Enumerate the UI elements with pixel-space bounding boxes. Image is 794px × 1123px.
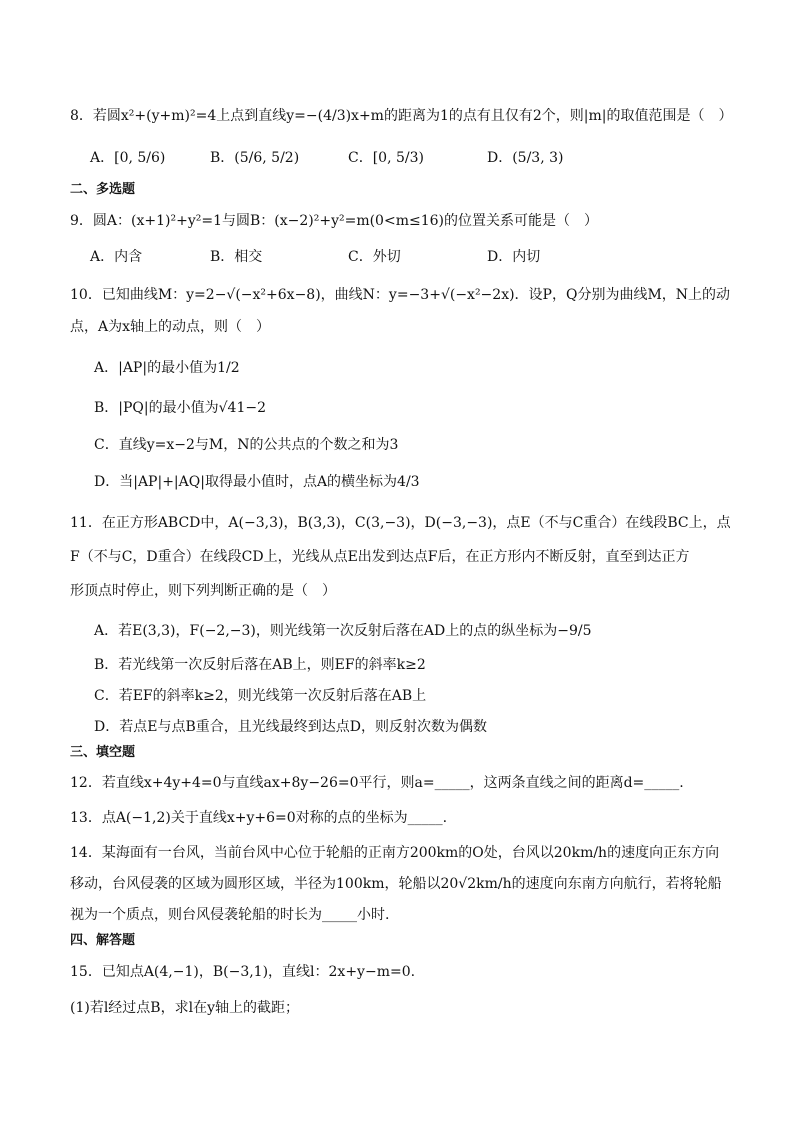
q8-stem: 8．若圆x²+(y+m)²=4上点到直线y=−(4/3)x+m的距离为1的点有且仅有2个，则|m|的取值范围是（ ） (70, 108, 733, 124)
q11-option-c: C．若EF的斜率k≥2，则光线第一次反射后落在AB上 (94, 688, 427, 704)
q8-option-d: D．(5/3, 3) (487, 150, 564, 166)
q8-option-b: B．(5/6, 5/2) (210, 150, 300, 166)
q9-option-b: B．相交 (210, 249, 263, 265)
q14-stem-line1: 14．某海面有一台风，当前台风中心位于轮船的正南方200km的O处，台风以20km/h的速度向正东方向 (70, 845, 720, 861)
q9-stem: 9．圆A：(x+1)²+y²=1与圆B：(x−2)²+y²=m(0<m≤16)的位置关系可能是（ ） (70, 213, 598, 229)
q9-option-d: D．内切 (487, 249, 541, 265)
q14-stem-line2: 移动，台风侵袭的区域为圆形区域，半径为100km，轮船以20√2km/h的速度向东南方向航行，若将轮船 (70, 876, 722, 892)
q9-option-c: C．外切 (348, 249, 401, 265)
q11-stem-line3: 形顶点时停止，则下列判断正确的是（ ） (70, 583, 336, 599)
q10-stem-line2: 点，A为x轴上的动点，则（ ） (70, 319, 271, 335)
q10-option-a: A．|AP|的最小值为1/2 (94, 360, 240, 376)
section-heading-fill-in: 三、填空题 (70, 745, 136, 760)
q14-stem-line3: 视为一个质点，则台风侵袭轮船的时长为_____小时. (70, 907, 390, 923)
section-heading-multi-choice: 二、多选题 (70, 182, 136, 197)
q11-option-a: A．若E(3,3)，F(−2,−3)，则光线第一次反射后落在AD上的点的纵坐标为−9/5 (94, 623, 592, 639)
q10-stem-line1: 10．已知曲线M：y=2−√(−x²+6x−8)，曲线N：y=−3+√(−x²−2x)．设P，Q分别为曲线M，N上的动 (70, 287, 731, 303)
q10-option-d: D．当|AP|+|AQ|取得最小值时，点A的横坐标为4/3 (94, 474, 420, 490)
q13-stem: 13．点A(−1,2)关于直线x+y+6=0对称的点的坐标为_____. (70, 810, 448, 826)
q9-option-a: A．内含 (90, 249, 143, 265)
q8-option-a: A．[0, 5/6) (90, 150, 166, 166)
q12-stem: 12．若直线x+4y+4=0与直线ax+8y−26=0平行，则a=_____，这两条直线之间的距离d=_____. (70, 775, 684, 791)
q11-stem-line2: F（不与C，D重合）在线段CD上，光线从点E出发到达点F后，在正方形内不断反射，直至到达正方 (70, 549, 690, 565)
section-heading-solutions: 四、解答题 (70, 933, 136, 948)
q11-stem-line1: 11．在正方形ABCD中，A(−3,3)，B(3,3)，C(3,−3)，D(−3,−3)，点E（不与C重合）在线段BC上，点 (70, 515, 731, 531)
q10-option-b: B．|PQ|的最小值为√41−2 (94, 400, 266, 416)
q15-stem: 15．已知点A(4,−1)，B(−3,1)，直线l：2x+y−m=0. (70, 964, 416, 980)
q15-part1: (1)若l经过点B，求l在y轴上的截距； (70, 1000, 299, 1016)
q11-option-b: B．若光线第一次反射后落在AB上，则EF的斜率k≥2 (94, 657, 426, 673)
q11-option-d: D．若点E与点B重合，且光线最终到达点D，则反射次数为偶数 (94, 719, 487, 735)
q8-option-c: C．[0, 5/3) (348, 150, 424, 166)
q10-option-c: C．直线y=x−2与M，N的公共点的个数之和为3 (94, 437, 399, 453)
